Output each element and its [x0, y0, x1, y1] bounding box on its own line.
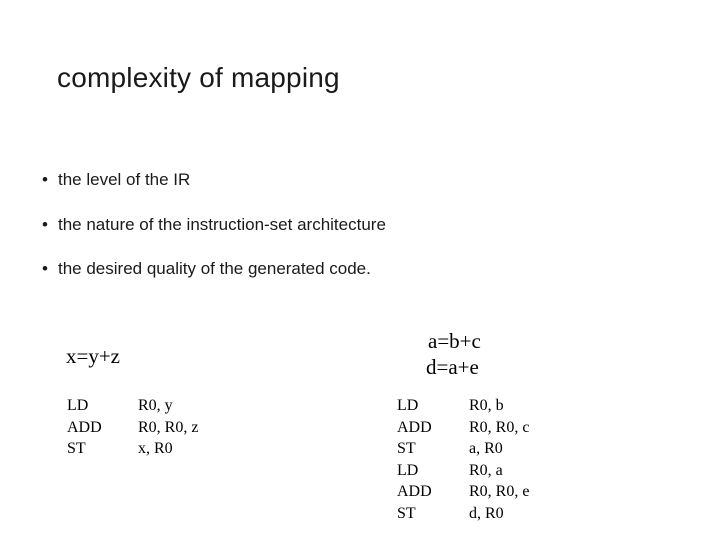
code-op: ADD: [397, 418, 432, 436]
code-arg: R0, b: [469, 397, 504, 414]
slide-title: complexity of mapping: [57, 62, 340, 93]
code-arg: R0, a: [469, 461, 503, 479]
code-arg: R0, R0, e: [469, 483, 530, 500]
code-op: ADD: [397, 483, 432, 500]
code-arg: x, R0: [138, 440, 173, 457]
right-code-ops: [397, 395, 432, 524]
code-arg: R0, R0, c: [469, 418, 530, 436]
right-code-args: [469, 395, 529, 524]
code-op: LD: [67, 397, 89, 414]
bullet-dot-icon: •: [42, 170, 48, 189]
left-code-ops: [67, 395, 102, 460]
bullet-item: [42, 166, 386, 211]
right-expression-2: d=a+e: [426, 355, 479, 379]
code-op: LD: [397, 397, 419, 414]
bullet-list: [42, 166, 386, 300]
code-op: ST: [67, 440, 86, 457]
code-arg: d, R0: [469, 504, 504, 522]
right-expression-1: a=b+c: [428, 329, 481, 353]
code-arg: R0, R0, z: [138, 418, 199, 436]
code-op: ADD: [67, 418, 102, 436]
code-op: ST: [397, 504, 416, 522]
left-expression: x=y+z: [66, 344, 121, 368]
code-arg: a, R0: [469, 440, 503, 457]
left-code-args: [138, 395, 198, 460]
code-op: ST: [397, 440, 416, 457]
bullet-text: the nature of the instruction-set architecture: [58, 214, 386, 234]
bullet-item: [42, 255, 386, 300]
code-op: LD: [397, 461, 419, 479]
bullet-dot-icon: •: [42, 214, 48, 234]
code-arg: R0, y: [138, 397, 173, 414]
bullet-dot-icon: •: [42, 259, 48, 278]
bullet-text: the level of the IR: [58, 170, 191, 189]
bullet-item: [42, 211, 386, 256]
bullet-text: the desired quality of the generated code.: [58, 259, 371, 278]
